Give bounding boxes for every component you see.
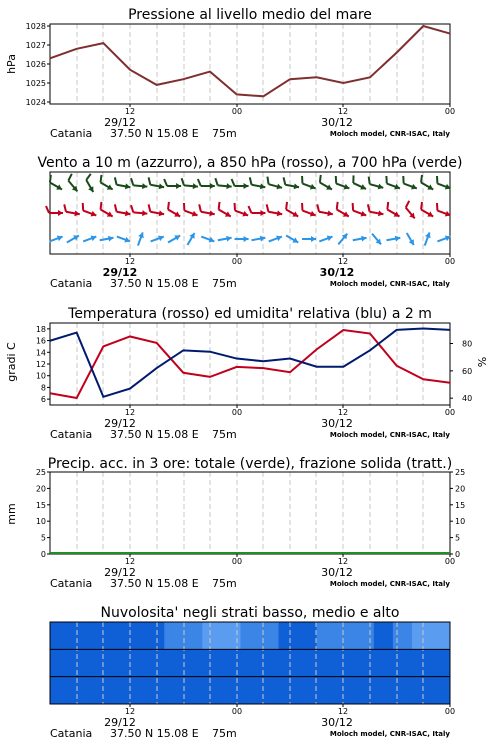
humidity-series-line <box>50 328 450 396</box>
plot-frame <box>50 24 450 104</box>
wind-10m-barb <box>135 231 145 246</box>
barb-head <box>107 211 114 219</box>
wind-700-barb <box>248 177 266 190</box>
wind-10m-barb <box>251 235 266 243</box>
wind-700-barb <box>147 177 165 190</box>
barb-flag <box>198 179 201 186</box>
cloud-cell <box>221 649 241 676</box>
wind-700-barb <box>181 178 199 189</box>
wind-700-barb <box>130 178 148 189</box>
wind-850-barb <box>113 204 131 217</box>
barb-head <box>427 184 434 192</box>
date-label: 29/12 <box>104 566 136 579</box>
barb-flag <box>367 177 372 185</box>
y-tick-label: 15 <box>35 500 46 510</box>
barb-flag <box>401 176 406 184</box>
time-tick-label: 12 <box>337 257 349 266</box>
location-name: Catania <box>50 277 93 290</box>
time-tick-label: 00 <box>444 557 456 566</box>
barb-flag <box>130 205 134 212</box>
barb-head <box>107 184 114 192</box>
location-name: Catania <box>50 127 93 140</box>
wind-700-barb <box>232 179 249 189</box>
date-label: 30/12 <box>321 116 353 129</box>
time-tick-label: 00 <box>231 408 243 417</box>
y2-tick-label: 80 <box>462 339 473 349</box>
wind-10m-barb <box>150 234 165 244</box>
model-credit: Moloch model, CNR-ISAC, Italy <box>329 580 450 588</box>
y2-tick-label: 60 <box>462 366 473 376</box>
y-tick-label: 10 <box>35 517 46 527</box>
cloud-cell <box>164 622 184 649</box>
location-coords: 37.50 N 15.08 E <box>110 277 199 290</box>
wind-10m-barb <box>436 234 451 244</box>
date-label: 29/12 <box>104 116 136 129</box>
wind-850-barb <box>96 202 116 219</box>
barb-flag <box>47 175 53 183</box>
cloud-cell <box>202 649 222 676</box>
y-tick-label: 14 <box>35 348 46 358</box>
date-label: 30/12 <box>321 417 353 430</box>
cloud-cell <box>355 677 375 704</box>
barb-flag <box>418 202 424 210</box>
chart-title: Pressione al livello medio del mare <box>128 7 372 23</box>
wind-10m-barb <box>370 232 384 247</box>
barb-head <box>311 236 316 242</box>
wind-10m-barb <box>200 234 215 244</box>
barb-flag <box>147 204 151 211</box>
barb-flag <box>85 174 93 180</box>
cloud-cell <box>336 622 356 649</box>
barb-flag <box>435 176 440 184</box>
wind-700-barb <box>265 177 284 191</box>
barb-flag <box>284 202 290 210</box>
barb-flag <box>282 177 286 184</box>
wind-850-barb <box>79 203 98 218</box>
cloud-cell <box>202 622 222 649</box>
barb-head <box>427 211 434 219</box>
barb-head <box>174 211 181 219</box>
wind-850-barb <box>299 203 318 218</box>
wind-850-barb <box>316 204 334 217</box>
chart-title: Vento a 10 m (azzurro), a 850 hPa (rosso), a 700 hPa (verde) <box>37 155 463 171</box>
wind-700-barb <box>349 175 369 191</box>
y2-tick-label: 10 <box>455 517 466 527</box>
wind-10m-barb <box>48 234 63 244</box>
wind-10m-barb <box>386 235 401 243</box>
barb-head <box>292 211 299 219</box>
cloud-cell <box>164 677 184 704</box>
barb-flag <box>198 204 202 211</box>
barb-flag <box>316 204 320 211</box>
cloud-cell <box>145 649 165 676</box>
pressure-series-line <box>50 26 450 96</box>
y2-tick-label: 15 <box>455 500 466 510</box>
wind-850-barb <box>197 204 215 217</box>
wind-10m-barb <box>99 235 114 243</box>
barb-head <box>360 184 367 192</box>
date-label: 30/12 <box>321 716 353 729</box>
wind-700-barb <box>332 176 351 191</box>
cloud-cell <box>412 622 432 649</box>
cloud-cell <box>69 677 89 704</box>
barb-head <box>226 183 232 189</box>
barb-head <box>174 233 181 241</box>
cloud-cell <box>317 649 337 676</box>
time-tick-label: 12 <box>124 107 136 116</box>
cloud-cell <box>412 677 432 704</box>
cloud-cell <box>298 622 318 649</box>
barb-flag <box>80 203 85 211</box>
barb-flag <box>333 176 338 184</box>
location-name: Catania <box>50 727 93 740</box>
y-tick-label: 16 <box>35 336 46 346</box>
barb-head <box>142 210 148 216</box>
cloud-cell <box>317 622 337 649</box>
cloud-cell <box>202 677 222 704</box>
wind-10m-barb <box>65 233 80 245</box>
barb-head <box>292 237 299 245</box>
wind-700-barb <box>366 177 385 191</box>
cloud-cell <box>69 622 89 649</box>
barb-flag <box>300 176 305 184</box>
wind-850-barb <box>63 204 81 217</box>
date-label: 29/12 <box>102 266 138 279</box>
barb-flag <box>334 202 340 210</box>
cloud-cell <box>298 677 318 704</box>
barb-flag <box>317 175 323 183</box>
cloud-cell <box>336 649 356 676</box>
wind-700-barb <box>299 176 318 191</box>
date-label: 29/12 <box>104 716 136 729</box>
wind-10m-barb <box>185 231 197 246</box>
barb-flag <box>351 175 357 183</box>
cloud-cell <box>107 649 127 676</box>
barb-head <box>56 184 63 192</box>
cloud-cell <box>279 649 299 676</box>
wind-10m-barb <box>352 235 367 243</box>
cloud-cell <box>221 677 241 704</box>
y-tick-label: 20 <box>35 484 46 494</box>
cloud-cell <box>374 677 394 704</box>
time-tick-label: 00 <box>444 408 456 417</box>
wind-850-barb <box>130 205 148 216</box>
location-coords: 37.50 N 15.08 E <box>110 428 199 441</box>
y-tick-label: 6 <box>40 395 46 405</box>
wind-850-barb <box>417 202 437 219</box>
barb-flag <box>385 202 391 210</box>
barb-flag <box>384 176 389 184</box>
cloud-cell <box>164 649 184 676</box>
wind-700-barb <box>64 174 83 193</box>
wind-700-barb <box>82 174 99 194</box>
y-tick-label: 1026 <box>25 60 46 69</box>
y-tick-label: 18 <box>35 324 46 334</box>
plot-frame <box>50 472 450 554</box>
model-credit: Moloch model, CNR-ISAC, Italy <box>329 130 450 138</box>
y-axis-label: mm <box>5 503 18 525</box>
cloud-cell <box>393 677 413 704</box>
cloud-cell <box>69 649 89 676</box>
cloud-cell <box>317 677 337 704</box>
y-tick-label: 8 <box>40 383 46 393</box>
y-tick-label: 1028 <box>25 22 46 31</box>
cloud-cell <box>126 677 146 704</box>
cloud-cell <box>126 649 146 676</box>
y-tick-label: 1027 <box>25 41 46 50</box>
barb-flag <box>418 175 424 183</box>
cloud-cell <box>260 622 280 649</box>
wind-10m-barb <box>82 234 97 244</box>
cloud-cell <box>355 622 375 649</box>
location-coords: 37.50 N 15.08 E <box>110 127 199 140</box>
temperature-series-line <box>50 330 450 398</box>
cloud-cell <box>88 649 108 676</box>
barb-head <box>142 183 148 189</box>
barb-flag <box>215 178 219 185</box>
wind-10m-barb <box>217 235 232 243</box>
y2-axis-label: % <box>476 356 489 368</box>
barb-flag <box>46 206 49 213</box>
cloud-cell <box>183 649 203 676</box>
location-name: Catania <box>50 577 93 590</box>
cloud-cell <box>50 622 70 649</box>
cloud-cell <box>240 677 260 704</box>
barb-head <box>326 184 333 192</box>
wind-850-barb <box>366 204 384 217</box>
time-tick-label: 00 <box>231 707 243 716</box>
chart-title: Nuvolosita' negli strati basso, medio e alto <box>100 605 400 621</box>
time-tick-label: 00 <box>231 557 243 566</box>
barb-flag <box>147 177 151 184</box>
y-axis-label: gradi C <box>5 342 18 382</box>
wind-700-barb <box>214 178 232 189</box>
wind-700-barb <box>400 176 419 191</box>
cloud-cell <box>88 622 108 649</box>
wind-850-barb <box>147 204 165 217</box>
time-tick-label: 00 <box>444 257 456 266</box>
cloud-cell <box>50 677 70 704</box>
time-tick-label: 12 <box>337 408 349 417</box>
barb-flag <box>350 203 355 211</box>
y2-tick-label: 40 <box>462 394 473 404</box>
wind-10m-barb <box>167 233 182 245</box>
wind-850-barb <box>402 201 421 220</box>
barb-flag <box>63 204 67 211</box>
cloud-cell <box>221 622 241 649</box>
barb-flag <box>266 177 271 185</box>
barb-flag <box>248 206 251 213</box>
wind-850-barb <box>383 202 403 219</box>
wind-700-barb <box>96 175 116 192</box>
location-coords: 37.50 N 15.08 E <box>110 727 199 740</box>
cloud-cell <box>145 677 165 704</box>
cloud-cell <box>50 649 70 676</box>
barb-head <box>176 183 181 189</box>
location-elevation: 75m <box>212 428 237 441</box>
model-credit: Moloch model, CNR-ISAC, Italy <box>329 280 450 288</box>
location-coords: 37.50 N 15.08 E <box>110 577 199 590</box>
date-label: 30/12 <box>321 566 353 579</box>
cloud-cell <box>279 622 299 649</box>
y2-tick-label: 0 <box>455 550 461 559</box>
barb-head <box>343 211 350 219</box>
wind-850-barb <box>164 202 184 219</box>
wind-10m-barb <box>285 233 300 245</box>
barb-flag <box>404 201 411 208</box>
time-tick-label: 12 <box>124 257 136 266</box>
wind-10m-barb <box>268 234 283 244</box>
cloud-cell <box>107 677 127 704</box>
wind-700-barb <box>164 179 181 189</box>
barb-flag <box>435 203 440 211</box>
cloud-cell <box>126 622 146 649</box>
time-tick-label: 12 <box>337 707 349 716</box>
cloud-cell <box>374 649 394 676</box>
location-elevation: 75m <box>212 727 237 740</box>
date-label: 29/12 <box>104 417 136 430</box>
barb-head <box>88 186 96 193</box>
cloud-cell <box>393 649 413 676</box>
wind-700-barb <box>282 177 300 190</box>
wind-850-barb <box>46 206 63 216</box>
y-tick-label: 12 <box>35 360 46 369</box>
cloud-cell <box>431 622 451 649</box>
location-elevation: 75m <box>212 127 237 140</box>
time-tick-label: 12 <box>124 557 136 566</box>
time-tick-label: 12 <box>124 408 136 417</box>
wind-10m-barb <box>302 236 316 242</box>
time-tick-label: 00 <box>231 257 243 266</box>
cloud-cell <box>431 677 451 704</box>
y-tick-label: 1025 <box>25 79 46 88</box>
barb-flag <box>249 177 253 184</box>
y-tick-label: 25 <box>35 468 46 477</box>
cloud-cell <box>260 649 280 676</box>
model-credit: Moloch model, CNR-ISAC, Italy <box>329 730 450 738</box>
time-tick-label: 12 <box>337 107 349 116</box>
barb-head <box>210 183 215 189</box>
cloud-cell <box>183 677 203 704</box>
cloud-cell <box>240 622 260 649</box>
barb-flag <box>232 179 235 186</box>
cloud-cell <box>298 649 318 676</box>
wind-700-barb <box>316 175 336 192</box>
time-tick-label: 12 <box>337 557 349 566</box>
barb-flag <box>182 203 187 211</box>
time-tick-label: 12 <box>124 707 136 716</box>
wind-700-barb <box>113 177 131 190</box>
chart-title: Precip. acc. in 3 ore: totale (verde), frazione solida (tratt.) <box>47 456 453 472</box>
cloud-cell <box>393 622 413 649</box>
cloud-cell <box>374 622 394 649</box>
barb-head <box>244 236 249 242</box>
barb-flag <box>66 174 73 181</box>
barb-flag <box>216 202 222 210</box>
cloud-cell <box>336 677 356 704</box>
cloud-cell <box>240 649 260 676</box>
y2-tick-label: 5 <box>455 533 461 543</box>
barb-flag <box>114 177 118 184</box>
location-elevation: 75m <box>212 277 237 290</box>
barb-head <box>193 183 199 189</box>
barb-flag <box>265 204 269 211</box>
barb-head <box>58 210 63 216</box>
barb-head <box>409 239 417 246</box>
wind-850-barb <box>231 203 250 218</box>
barb-head <box>189 231 197 238</box>
time-tick-label: 00 <box>444 107 456 116</box>
wind-10m-barb <box>404 231 416 246</box>
wind-700-barb <box>383 176 402 191</box>
model-credit: Moloch model, CNR-ISAC, Italy <box>329 431 450 439</box>
location-elevation: 75m <box>212 577 237 590</box>
wind-700-barb <box>417 175 437 192</box>
y-tick-label: 10 <box>35 371 46 381</box>
location-name: Catania <box>50 428 93 441</box>
y-tick-label: 1024 <box>25 98 46 107</box>
wind-10m-barb <box>318 234 333 244</box>
y-axis-label: hPa <box>5 54 18 74</box>
y2-tick-label: 20 <box>455 484 466 494</box>
barb-flag <box>165 202 171 210</box>
time-tick-label: 00 <box>231 107 243 116</box>
wind-10m-barb <box>116 234 131 244</box>
wind-850-barb <box>215 202 235 219</box>
chart-title: Temperatura (rosso) ed umidita' relativa (blu) a 2 m <box>68 306 432 322</box>
cloud-cell <box>412 649 432 676</box>
wind-850-barb <box>333 202 353 219</box>
wind-850-barb <box>282 202 302 219</box>
barb-flag <box>164 179 167 186</box>
wind-700-barb <box>46 175 66 192</box>
cloud-cell <box>279 677 299 704</box>
wind-850-barb <box>349 203 368 218</box>
cloud-cell <box>260 677 280 704</box>
barb-head <box>225 211 232 219</box>
wind-850-barb <box>265 204 283 217</box>
wind-850-barb <box>181 203 200 218</box>
time-tick-label: 00 <box>444 707 456 716</box>
barb-head <box>244 183 249 189</box>
cloud-cell <box>355 649 375 676</box>
date-label: 30/12 <box>319 266 355 279</box>
barb-flag <box>130 178 134 185</box>
barb-flag <box>114 204 118 211</box>
cloud-cell <box>431 649 451 676</box>
cloud-cell <box>183 622 203 649</box>
y-tick-label: 5 <box>40 533 46 543</box>
wind-700-barb <box>198 179 215 189</box>
barb-flag <box>300 203 305 211</box>
cloud-cell <box>88 677 108 704</box>
cloud-cell <box>107 622 127 649</box>
y-tick-label: 0 <box>40 550 46 559</box>
cloud-cell <box>145 622 165 649</box>
y2-tick-label: 25 <box>455 468 466 477</box>
